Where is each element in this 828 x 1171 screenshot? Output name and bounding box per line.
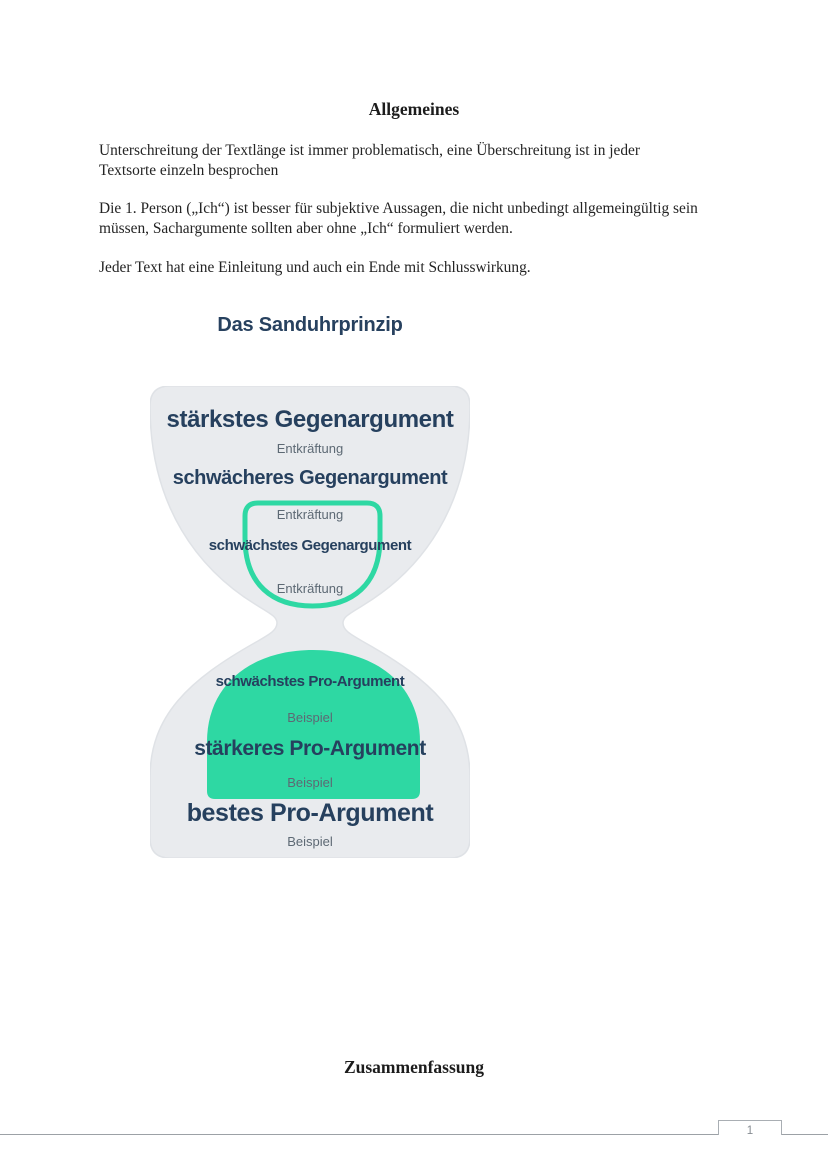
text-line: Jeder Text hat eine Einleitung und auch ein Ende mit Schlusswirkung.	[99, 259, 531, 276]
text-line: Textsorte einzeln besprochen	[99, 162, 279, 179]
heading-zusammenfassung: Zusammenfassung	[343, 1057, 485, 1077]
paragraph-textlaenge	[99, 141, 749, 181]
bottom-argument-2: stärkeres Pro-Argument	[194, 737, 426, 760]
top-argument-3: schwächstes Gegenargument	[208, 537, 412, 554]
paragraph-einleitung	[99, 258, 749, 278]
top-rebuttal-2: Entkräftung	[276, 507, 344, 522]
top-rebuttal-3: Entkräftung	[276, 581, 344, 596]
top-argument-1: stärkstes Gegenargument	[166, 406, 454, 433]
text-line: Unterschreitung der Textlänge ist immer problematisch, eine Überschreitung ist in jeder	[99, 142, 640, 159]
sanduhr-diagram	[150, 314, 470, 860]
text-line: müssen, Sachargumente sollten aber ohne „Ich“ formuliert werden.	[99, 220, 513, 237]
bottom-example-2: Beispiel	[287, 775, 333, 790]
footer-divider	[0, 1134, 828, 1135]
paragraph-erste-person	[99, 199, 749, 239]
bottom-argument-3: bestes Pro-Argument	[186, 799, 434, 827]
bottom-example-3: Beispiel	[287, 834, 333, 849]
heading-allgemeines: Allgemeines	[368, 99, 460, 119]
diagram-title: Das Sanduhrprinzip	[217, 314, 403, 336]
page-number-tab	[718, 1120, 782, 1135]
bottom-example-1: Beispiel	[287, 710, 333, 725]
page-number: 1	[746, 1125, 754, 1137]
top-argument-2: schwächeres Gegenargument	[172, 467, 448, 489]
bottom-argument-1: schwächstes Pro-Argument	[215, 673, 405, 690]
top-rebuttal-1: Entkräftung	[276, 441, 344, 456]
text-line: Die 1. Person („Ich“) ist besser für subjektive Aussagen, die nicht unbedingt allgemeingültig sein	[99, 200, 698, 217]
